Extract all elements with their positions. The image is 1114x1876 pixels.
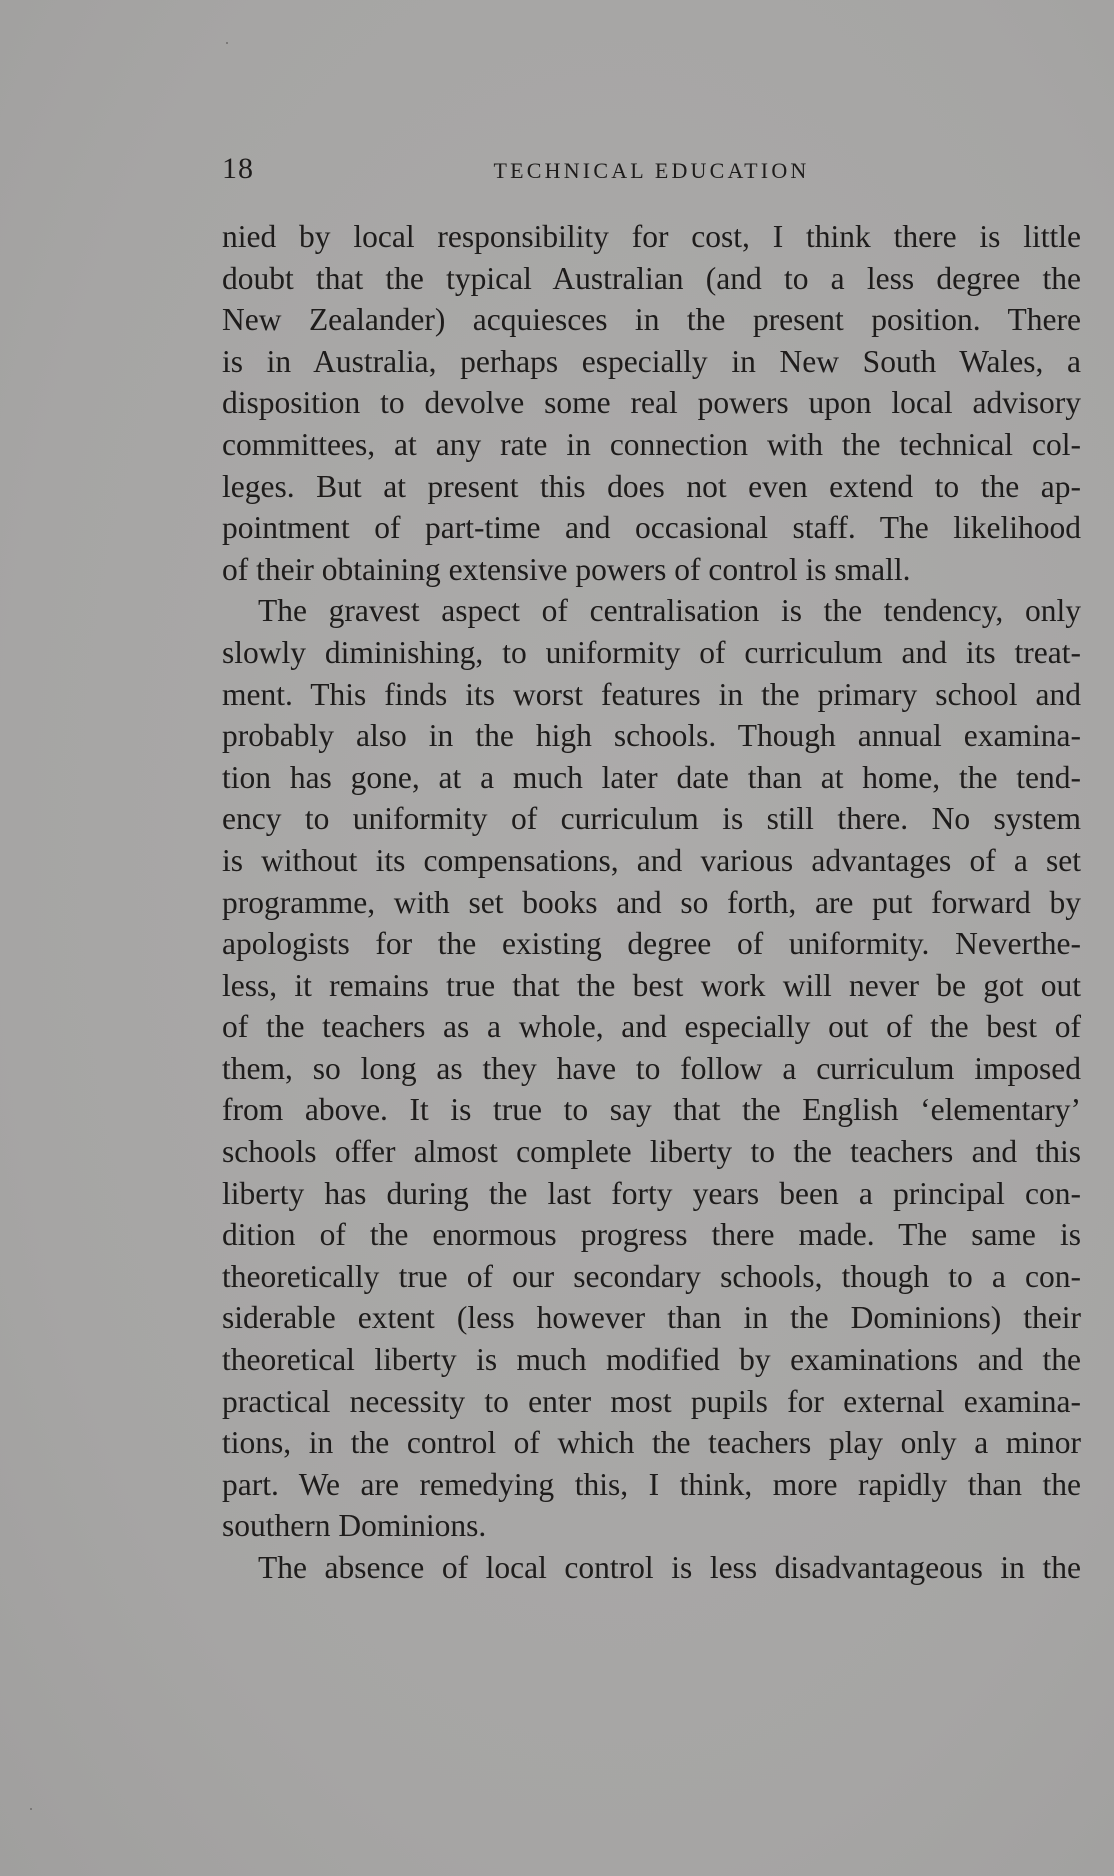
text-line: of their obtaining extensive powers of control is small.	[222, 551, 911, 587]
text-line: ency to uniformity of curriculum is still there. No system	[222, 801, 1081, 837]
text-line: pointment of part-time and occasional staff. The likelihood	[222, 510, 1081, 546]
text-line: from above. It is true to say that the English ‘elementary’	[222, 1092, 1081, 1128]
text-line: New Zealander) acquiesces in the present position. There	[222, 302, 1081, 338]
text-line: is in Australia, perhaps especially in New South Wales, a	[222, 343, 1081, 379]
body-text	[222, 216, 1081, 1589]
text-line: leges. But at present this does not even extend to the ap-	[222, 468, 1081, 504]
text-line: programme, with set books and so forth, are put forward by	[222, 884, 1081, 920]
text-line: tion has gone, at a much later date than at home, the tend-	[222, 759, 1081, 795]
text-line: less, it remains true that the best work will never be got out	[222, 967, 1081, 1003]
text-line: of the teachers as a whole, and especially out of the best of	[222, 1009, 1081, 1045]
text-line: schools offer almost complete liberty to the teachers and this	[222, 1134, 1081, 1170]
text-line: practical necessity to enter most pupils for external examina-	[222, 1383, 1081, 1419]
text-line: doubt that the typical Australian (and to a less degree the	[222, 260, 1081, 296]
text-line: ment. This finds its worst features in the primary school and	[222, 676, 1081, 712]
text-line: nied by local responsibility for cost, I think there is little	[222, 219, 1081, 254]
running-head: TECHNICAL EDUCATION	[493, 158, 810, 183]
paper-speck	[30, 1808, 32, 1810]
page-header	[222, 152, 1081, 192]
text-line: is without its compensations, and various advantages of a set	[222, 842, 1081, 878]
page-number: 18	[222, 152, 254, 185]
text-line: probably also in the high schools. Though annual examina-	[222, 718, 1081, 754]
paragraph-first-line: The gravest aspect of centralisation is the tendency, only	[258, 593, 1081, 629]
paper-speck	[226, 42, 228, 44]
text-line: disposition to devolve some real powers upon local advisory	[222, 385, 1081, 421]
text-line: committees, at any rate in connection with the technical col-	[222, 426, 1081, 462]
paragraph-first-line: The absence of local control is less disadvantageous in the	[258, 1550, 1081, 1585]
text-line: slowly diminishing, to uniformity of curriculum and its treat-	[222, 634, 1081, 670]
text-line: southern Dominions.	[222, 1508, 487, 1544]
text-line: theoretically true of our secondary schools, though to a con-	[222, 1258, 1081, 1294]
text-line: apologists for the existing degree of uniformity. Neverthe-	[222, 926, 1081, 962]
text-line: theoretical liberty is much modified by examinations and the	[222, 1342, 1081, 1378]
text-line: siderable extent (less however than in the Dominions) their	[222, 1300, 1081, 1336]
text-line: tions, in the control of which the teachers play only a minor	[222, 1425, 1081, 1461]
text-line: part. We are remedying this, I think, more rapidly than the	[222, 1466, 1081, 1502]
text-line: them, so long as they have to follow a curriculum imposed	[222, 1050, 1081, 1086]
text-line: liberty has during the last forty years been a principal con-	[222, 1175, 1081, 1211]
text-line: dition of the enormous progress there made. The same is	[222, 1217, 1081, 1253]
